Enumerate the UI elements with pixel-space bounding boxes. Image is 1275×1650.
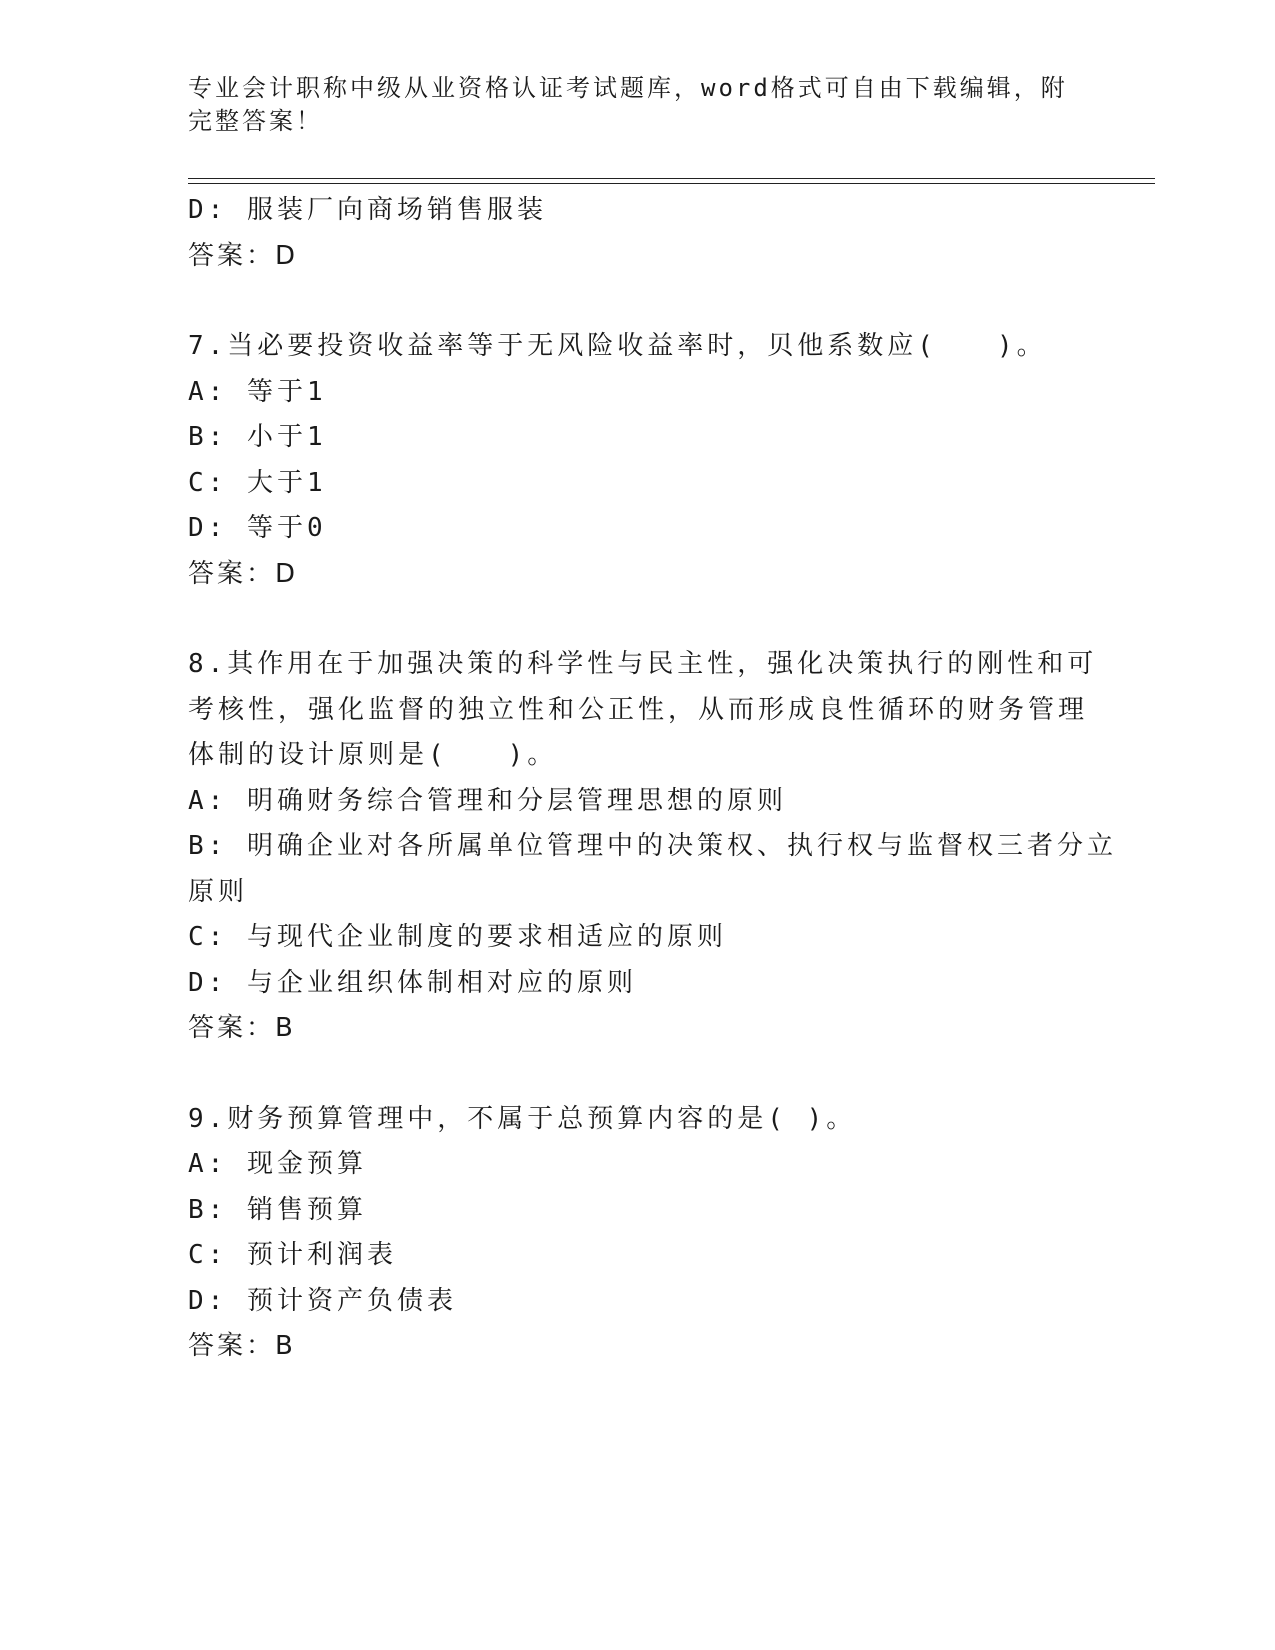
q7-option-a: A: 等于1 — [188, 376, 327, 407]
q8-answer: 答案：B — [188, 1013, 296, 1043]
q8-stem-line-3: 体制的设计原则是( )。 — [188, 740, 558, 770]
q8-stem-line-2: 考核性，强化监督的独立性和公正性，从而形成良性循环的财务管理 — [188, 694, 1089, 725]
header-divider-top — [188, 178, 1155, 179]
q8-option-b: B: 明确企业对各所属单位管理中的决策权、执行权与监督权三者分立 — [188, 831, 1117, 861]
q9-stem: 9.财务预算管理中，不属于总预算内容的是( )。 — [188, 1103, 857, 1134]
q7-option-d: D: 等于0 — [188, 513, 327, 543]
q7-option-c: C: 大于1 — [188, 467, 327, 498]
q7-stem: 7.当必要投资收益率等于无风险收益率时，贝他系数应( )。 — [188, 331, 1047, 361]
spacer — [188, 597, 1088, 642]
prev-answer: 答案：D — [188, 240, 299, 271]
page-header-text: 专业会计职称中级从业资格认证考试题库，word格式可自由下载编辑，附完整答案！ — [188, 74, 1068, 135]
header-divider-bottom — [188, 183, 1155, 184]
q7-option-b: B: 小于1 — [188, 422, 327, 452]
q8-option-c: C: 与现代企业制度的要求相适应的原则 — [188, 922, 727, 952]
question-content — [188, 188, 1117, 1370]
q9-option-b: B: 销售预算 — [188, 1194, 367, 1225]
spacer — [188, 1052, 1088, 1097]
q9-option-c: C: 预计利润表 — [188, 1240, 397, 1270]
q8-option-a: A: 明确财务综合管理和分层管理思想的原则 — [188, 785, 787, 816]
q9-option-a: A: 现金预算 — [188, 1149, 367, 1179]
spacer — [188, 279, 1088, 324]
prev-option-d: D: 服装厂向商场销售服装 — [188, 195, 547, 225]
q8-option-b-cont: 原则 — [188, 876, 249, 907]
q8-option-d: D: 与企业组织体制相对应的原则 — [188, 967, 637, 998]
q8-stem-line-1: 8.其作用在于加强决策的科学性与民主性，强化决策执行的刚性和可 — [188, 649, 1098, 679]
q9-option-d: D: 预计资产负债表 — [188, 1285, 457, 1316]
q9-answer: 答案：B — [188, 1331, 296, 1361]
q7-answer: 答案：D — [188, 558, 299, 589]
